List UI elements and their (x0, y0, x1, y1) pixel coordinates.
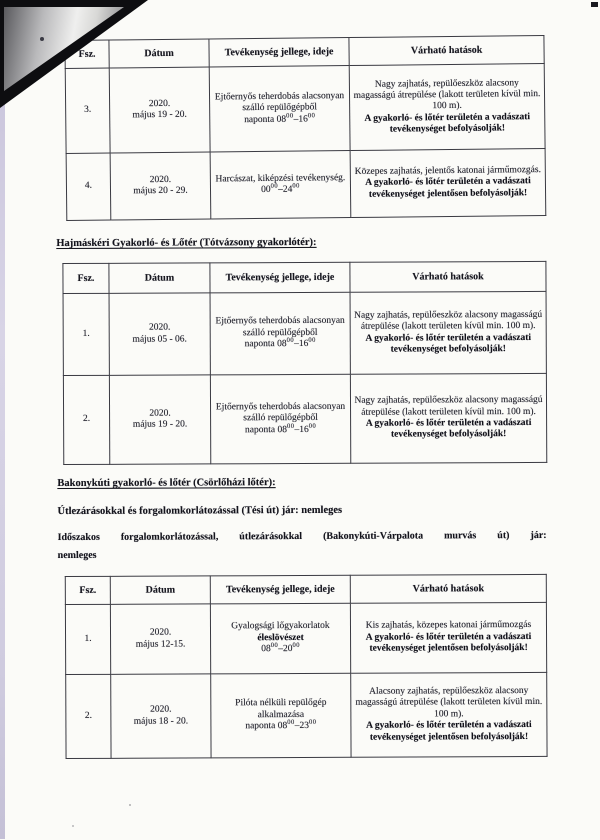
scan-artifact-top-right (591, 2, 598, 7)
section-heading-hajmaskeri: Hajmáskéri Gyakorló- és Lőtér (Tótvázsony gyakorlótér): (56, 236, 317, 250)
effect-text: Alacsony zajhatás, repülőeszköz alacsony magasságú átrepülése (lakott területen kívül min. 100 m). (355, 686, 543, 720)
date-year: 2020. (149, 408, 171, 419)
activity-text: Ejtőernyős teherdobás alacsonyan szálló repülőgépből (215, 316, 345, 339)
activity-time: $08^{00}-20^{00}$ (261, 642, 300, 655)
date-year: 2020. (150, 704, 172, 715)
activity-table-varpalota (64, 35, 546, 221)
col-header-datum: Dátum (109, 39, 209, 68)
effects-cell (350, 148, 546, 217)
activity-time: naponta $08^{00}-16^{00}$ (244, 111, 316, 125)
effects-cell (350, 602, 546, 673)
effect-bold-text: A gyakorló- és lőtér területén a vadászati tevékenységet jelentősen befolyásolják! (365, 176, 531, 200)
scan-speck (40, 37, 44, 41)
fsz-cell: 1. (63, 293, 109, 375)
col-header-activity: Tevékenység jellege, ideje (210, 262, 350, 293)
time-superscript: 00 (270, 642, 279, 650)
fsz-cell: 2. (66, 674, 111, 758)
date-cell (109, 293, 210, 375)
date-range: május 18 - 20. (133, 715, 189, 727)
date-cell (110, 152, 211, 220)
time-superscript: 00 (308, 336, 316, 344)
effect-text: Nagy zajhatás, repülőeszköz alacsony magasságú átrepülése (lakott területen kívül min. 100 m). (354, 395, 543, 418)
activity-time: naponta $08^{00}-23^{00}$ (245, 718, 317, 732)
activity-text: Pilóta nélküli repülőgép alkalmazása (235, 698, 327, 720)
effect-bold-text: A gyakorló- és lőtér területén a vadászati tevékenységet jelentősen befolyásolják! (365, 631, 532, 654)
activity-cell (210, 374, 350, 464)
effect-text: Közepes zajhatás, jelentős katonai járműmozgás. (354, 164, 541, 177)
activity-time: naponta $08^{00}-16^{00}$ (244, 336, 316, 350)
scan-speck (72, 825, 74, 827)
effect-text: Nagy zajhatás, repülőeszköz alacsony magasságú átrepülése (lakott területen kívül min. 100 m). (354, 309, 543, 332)
activity-text: Gyalogsági lőgyakorlatok (231, 621, 330, 632)
table-row (63, 291, 546, 375)
effects-cell (351, 672, 547, 757)
effects-cell (350, 291, 546, 374)
table-row (66, 672, 547, 758)
table-row (63, 373, 546, 464)
activity-time: naponta $08^{00}-16^{00}$ (244, 422, 317, 435)
section-heading-bakonykuti: Bakonykúti gyakorló- és lőtér (Csörlőházi lőtér): (57, 477, 276, 490)
fsz-cell: 1. (65, 604, 110, 674)
date-range: május 05 - 06. (132, 333, 187, 345)
date-cell (109, 375, 210, 464)
activity-text: Ejtőernyős teherdobás alacsonyan szálló repülőgépből (215, 401, 346, 424)
scan-speck (129, 804, 131, 806)
effect-text: Kis zajhatás, közepes katonai járműmozgás (365, 620, 532, 632)
col-header-activity: Tevékenység jellege, ideje (209, 38, 349, 67)
date-cell (111, 674, 211, 758)
col-header-datum: Dátum (109, 263, 210, 293)
time-superscript: 00 (292, 642, 300, 650)
activity-time: $00^{00}-24^{00}$ (261, 182, 300, 195)
table-header-row (63, 261, 546, 293)
col-header-activity: Tevékenység jellege, ideje (210, 575, 350, 604)
periodic-restriction-line1: Időszakos forgalomkorlátozással, útlezárásokkal (Bakonykúti-Várpalota murvás út) jár: (57, 529, 547, 544)
road-closure-statement: Útlezárásokkal és forgalomkorlátozással (Tési út) jár: nemleges (57, 504, 343, 518)
table-header-row (65, 574, 546, 604)
activity-bold-text: éleslövészet (257, 632, 304, 643)
effects-cell (350, 373, 546, 463)
date-year: 2020. (149, 627, 172, 638)
effect-bold-text: A gyakorló- és lőtér területén a vadászati tevékenységet befolyásolják! (365, 332, 532, 355)
time-superscript: 00 (286, 337, 295, 345)
time-superscript: 00 (292, 182, 300, 190)
table-row (65, 602, 546, 674)
table-row (65, 64, 545, 154)
periodic-restriction-statement (58, 530, 547, 561)
col-header-fsz: Fsz. (63, 263, 109, 293)
activity-table-hajmaskeri (62, 261, 547, 465)
effect-text: Nagy zajhatás, repülőeszköz alacsony magasságú átrepülése (lakott területen kívül min. 100 m). (353, 77, 541, 112)
time-superscript: 00 (307, 111, 316, 120)
date-range: május 19 - 20. (132, 109, 187, 121)
activity-cell (209, 66, 350, 152)
activity-cell (210, 603, 350, 674)
fsz-cell: 3. (65, 68, 110, 153)
date-year: 2020. (148, 322, 171, 333)
activity-cell (210, 151, 351, 219)
time-superscript: 00 (287, 719, 295, 727)
time-superscript: 00 (270, 182, 279, 190)
col-header-datum: Dátum (110, 576, 210, 604)
table-row (66, 148, 546, 220)
date-range: május 12-15. (135, 639, 186, 650)
date-range: május 20 - 29. (133, 185, 188, 197)
col-header-fsz: Fsz. (65, 576, 110, 604)
time-superscript: 00 (308, 718, 317, 726)
activity-text: Ejtőernyős teherdobás alacsonyan szálló repülőgépből (214, 91, 345, 114)
time-superscript: 00 (286, 422, 295, 430)
effect-bold-text: A gyakorló- és lőtér területén a vadászati tevékenységet befolyásolják! (365, 417, 532, 440)
date-cell (109, 67, 210, 153)
date-year: 2020. (149, 174, 172, 185)
fsz-cell: 2. (63, 375, 109, 464)
periodic-restriction-line2: nemleges (57, 549, 97, 562)
date-year: 2020. (148, 98, 171, 109)
col-header-effects: Várható hatások (350, 261, 546, 292)
activity-table-bakonykuti (65, 574, 548, 759)
col-header-effects: Várható hatások (349, 36, 544, 66)
date-range: május 19 - 20. (132, 419, 188, 430)
fsz-cell: 4. (66, 153, 111, 220)
activity-cell (211, 673, 351, 758)
effect-bold-text: A gyakorló- és lőtér területén a vadászati tevékenységet befolyásolják! (364, 111, 531, 135)
activity-cell (210, 292, 350, 375)
date-cell (110, 604, 210, 674)
time-superscript: 00 (308, 422, 317, 430)
effects-cell (349, 64, 545, 151)
activity-text: Harcászat, kiképzési tevékenység. (215, 172, 346, 185)
col-header-fsz: Fsz. (65, 40, 109, 68)
effect-bold-text: A gyakorló- és lőtér területén a vadászati tevékenységet jelentősen befolyásolják! (366, 720, 532, 743)
col-header-effects: Várható hatások (350, 574, 546, 603)
time-superscript: 00 (286, 112, 294, 120)
